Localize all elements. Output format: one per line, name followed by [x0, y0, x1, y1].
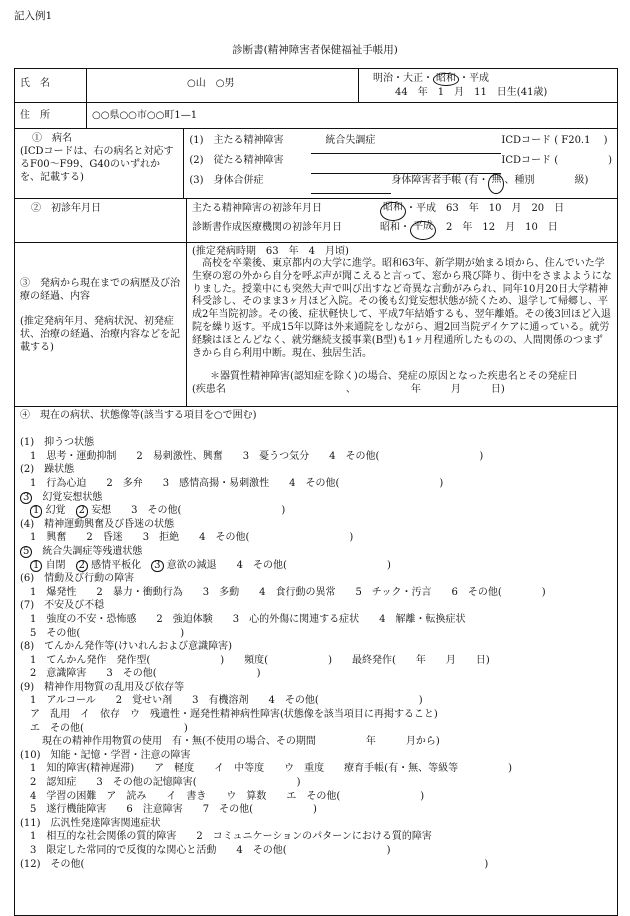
physical-complication-value: [311, 174, 391, 194]
residual-item2-circled: 2: [76, 560, 88, 573]
sub-disorder-line: [189, 154, 612, 174]
substance-items-4: 現在の精神作用物質の使用 有・無(不使用の場合、その期間 年 月から): [42, 736, 440, 748]
residual-num-circled: 5: [20, 546, 32, 559]
cognition-items-4: 5 遂行機能障害 6 注意障害 7 その他( ): [30, 804, 317, 816]
era-heisei: ・平成: [459, 73, 489, 84]
address-label: 住 所: [15, 103, 87, 128]
name-row: [15, 69, 617, 103]
residual-item3-circled: 3: [151, 560, 163, 573]
disease-label-note: (ICDコードは、右の病名と対応するF00〜F99、G40のいずれかを、記載する): [20, 146, 174, 183]
hallucination-item1-text: 幻覚: [45, 505, 76, 517]
main-disorder-label: (1) 主たる精神障害: [189, 135, 284, 146]
epilepsy-heading: (8) てんかん発作等(けいれんおよび意識障害): [20, 641, 232, 653]
residual-item3-text: 意欲の減退 4 その他( ): [166, 559, 391, 571]
handbook-none-circled: 無: [488, 174, 504, 194]
section4-title: ④ 現在の病状、状態像等(該当する項目を○で囲む): [20, 410, 257, 421]
residual-item1-circled: 1: [30, 560, 42, 573]
emotion-behavior-heading: (6) 情動及び行動の障害: [20, 573, 135, 585]
hallucination-items: [20, 504, 612, 518]
birth-date-value: 44 年 1 月 11 日生(41歳): [395, 86, 548, 98]
first-visit-main-era-circled: 昭和: [380, 202, 406, 221]
mania-items: 1 行為心迫 2 多弁 3 感情高揚・易刺激性 4 その他( ): [30, 477, 444, 489]
main-disorder-value: 統合失調症: [311, 134, 501, 154]
residual-heading-text: 統合失調症等残遺状態: [32, 545, 143, 557]
substance-items-3: エ その他( ): [30, 722, 188, 734]
first-visit-clinic-era-pre: 昭和・: [380, 222, 410, 233]
first-visit-main-label: 主たる精神障害の初診年月日: [192, 203, 322, 214]
anxiety-heading: (7) 不安及び不穏: [20, 600, 105, 612]
cognition-items-2: 2 認知症 3 その他の記憶障害( ): [30, 777, 301, 789]
disease-content: [184, 129, 617, 198]
residual-item1-text: 自閉: [45, 559, 76, 571]
physical-complication-label: (3) 身体合併症: [189, 175, 264, 186]
anxiety-items-1: 1 強度の不安・恐怖感 2 強迫体験 3 心的外傷に関連する症状 4 解離・転換症状: [30, 613, 466, 625]
epilepsy-items-2: 2 意識障害 3 その他( ): [30, 668, 261, 680]
estimated-onset: (推定発病時期 63 年 4 月頃): [192, 246, 349, 257]
cognition-items-3: 4 学習の困難 ア 読み イ 書き ウ 算数 エ その他( ): [30, 790, 425, 802]
psychomotor-items: 1 興奮 2 昏迷 3 拒絶 4 その他( ): [30, 532, 354, 544]
mania-heading: (2) 躁状態: [20, 464, 75, 476]
physical-complication-line: [189, 174, 612, 194]
emotion-behavior-items: 1 爆発性 2 暴力・衝動行為 3 多動 4 食行動の異常 5 チック・汚言 6 その他( ): [30, 586, 546, 598]
cause-disease-line: (疾患名 、 年 月 日): [192, 384, 505, 396]
onset-row: [15, 199, 617, 243]
cognition-items-1: 1 知的障害(精神遅滞) ア 軽度 イ 中等度 ウ 重度 療育手帳(有・無、等級等 ): [30, 763, 512, 775]
birth-date: [359, 69, 617, 102]
depression-heading: (1) 抑うつ状態: [20, 437, 95, 449]
disease-row: [15, 129, 617, 199]
substance-items-2: ア 乱用 イ 依存 ウ 残遺性・遅発性精神病性障害(状態像を該当項目に再掲すること): [30, 709, 438, 721]
handbook-suffix: 、種別 級): [504, 175, 589, 186]
psychomotor-heading: (4) 精神運動興奮及び昏迷の状態: [20, 518, 175, 530]
handbook-prefix: 身体障害者手帳 (有・: [391, 175, 489, 186]
first-visit-clinic-label: 診断書作成医療機関の初診年月日: [192, 222, 342, 233]
hallucination-item2-text: 妄想 3 その他( ): [91, 505, 286, 517]
current-symptoms: [15, 407, 617, 915]
history-label: [15, 243, 187, 406]
history-label-title: ③ 発病から現在までの病歴及び治療の経過、内容: [20, 278, 180, 302]
cognition-heading: (10) 知能・記憶・学習・注意の障害: [20, 749, 191, 761]
first-visit-clinic-date: 2 年 12 月 10 日: [436, 222, 558, 233]
name-value: ○山 ○男: [87, 69, 359, 102]
disease-label-title: ① 病名: [32, 133, 72, 144]
history-row: [15, 243, 617, 407]
hallucination-item1-circled: 1: [30, 505, 42, 518]
depression-items: 1 思考・運動抑制 2 易刺激性、興奮 3 憂うつ気分 4 その他( ): [30, 450, 484, 462]
first-visit-main-date: ・平成 63 年 10 月 20 日: [406, 203, 565, 214]
epilepsy-items-1: 1 てんかん発作 発作型( ) 頻度( ) 最終発作( 年 月 日): [30, 654, 490, 666]
example-label: 記入例1: [14, 10, 53, 22]
section4-row: [15, 407, 617, 915]
substance-heading: (9) 精神作用物質の乱用及び依存等: [20, 681, 185, 693]
sub-disorder-icd: ICDコード ( ): [501, 155, 612, 166]
first-visit-main: [192, 202, 612, 221]
residual-items: [20, 559, 612, 573]
pdd-items-2: 3 限定した常同的で反復的な関心と活動 4 その他( ): [30, 845, 391, 856]
history-label-note: (推定発病年月、発病状況、初発症状、治療の経過、治療内容などを記載する): [20, 316, 180, 353]
residual-item2-text: 感情平板化: [91, 559, 152, 571]
anxiety-items-2: 5 その他( ): [30, 627, 185, 639]
certificate-form: [14, 68, 618, 916]
sub-disorder-value: [311, 154, 501, 174]
pdd-items-1: 1 相互的な社会関係の質的障害 2 コミュニケーションのパターンにおける質的障害: [30, 831, 432, 843]
hallucination-num-circled: 3: [20, 492, 32, 505]
onset-label: ② 初診年月日: [15, 199, 187, 242]
address-value: ○○県○○市○○町1—1: [92, 110, 198, 121]
main-disorder-icd: ICDコード ( F20.1 ): [501, 135, 608, 146]
hallucination-heading-text: 幻覚妄想状態: [32, 491, 103, 503]
first-visit-clinic-era-circled: 平成: [410, 221, 436, 240]
pdd-heading: (11) 広汎性発達障害関連症状: [20, 817, 161, 829]
name-label: 氏 名: [15, 69, 87, 102]
organic-note: ＊器質性精神障害(認知症を除く)の場合、発症の原因となった疾患名とその発症日: [210, 371, 578, 383]
document-title: 診断書(精神障害者保健福祉手帳用): [232, 44, 398, 56]
history-body: 高校を卒業後、東京都内の大学に進学。昭和63年、新学期が始まる頃から、住んでいた学生寮の窓の外から自分を呼ぶ声が聞こえると言って、窓から飛び降り、街中をさまよようになりました。授業中にも突然大声で叫び出すなど奇異な言動がみられ、同年10月20日大学精神科受診し、そのまま3ヶ月ほど入院。その後も幻覚妄想状態が続くため、退学して帰郷し、平成2年当院初診。その後、症状軽快して、平成7年結婚するも、翌年離婚。その後3回ほど入退院を繰り返す。平成15年以降は外来通院をしながら、週2回当院デイケアに通っている。就労経験はほとんどなく、就労継続支援事業(B型)も1ヶ月程通所したものの、人間関係のつまずきから自ら利用中断。現在、独居生活。: [192, 258, 612, 359]
disease-label: [15, 129, 184, 198]
sub-disorder-label: (2) 従たる精神障害: [189, 155, 284, 166]
other-heading: (12) その他( ): [20, 858, 489, 870]
era-showa-circled: 昭和: [433, 73, 459, 86]
residual-heading: [20, 545, 612, 559]
address-row: [15, 103, 617, 129]
substance-items-1: 1 アルコール 2 覚せい剤 3 有機溶剤 4 その他( ): [30, 695, 423, 707]
hallucination-heading: [20, 491, 612, 505]
first-visit-clinic: [192, 221, 612, 240]
history-content: [187, 243, 617, 406]
era-meiji-taisho: 明治・大正・: [373, 73, 433, 84]
hallucination-item2-circled: 2: [76, 505, 88, 518]
main-disorder-line: [189, 134, 612, 154]
onset-content: [187, 199, 617, 242]
